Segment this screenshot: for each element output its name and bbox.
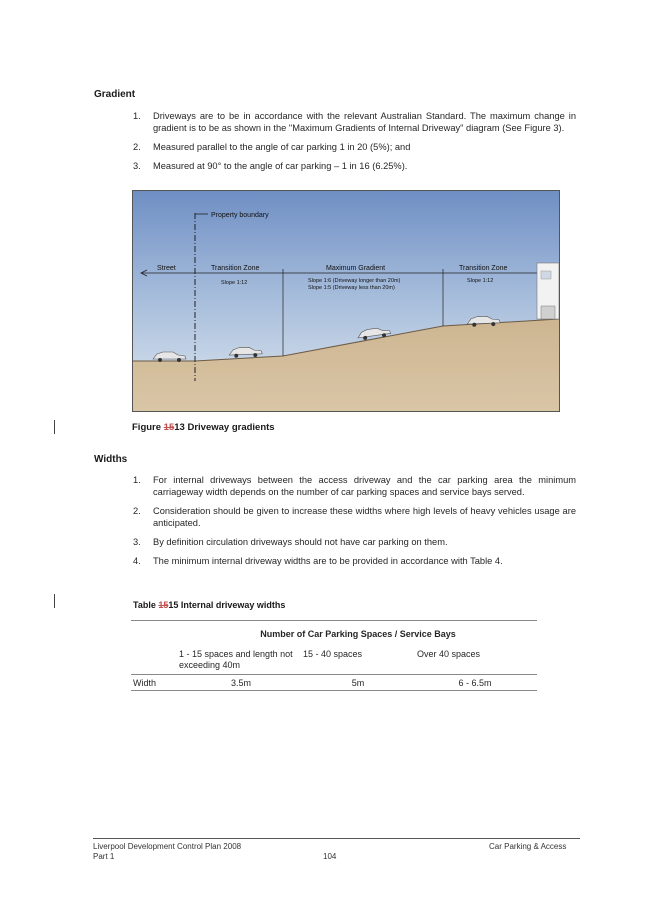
list-item: 1. For internal driveways between the access driveway and the car parking area the minimum carriageway width depends on the number of car parking spaces and service bays served. — [133, 475, 576, 497]
transition-zone-right-label: Transition Zone — [459, 265, 508, 272]
page-number: 104 — [323, 852, 337, 861]
house-icon — [537, 263, 559, 319]
table-column-header: Over 40 spaces — [417, 649, 481, 659]
widths-list — [133, 474, 576, 574]
maximum-gradient-label: Maximum Gradient — [326, 265, 386, 272]
table-group-header: Number of Car Parking Spaces / Service Bays — [260, 629, 456, 639]
list-item: 3. By definition circulation driveways should not have car parking on them. — [133, 537, 448, 547]
transition-slope-left-label: Slope 1:12 — [221, 280, 248, 286]
list-item: 4. The minimum internal driveway widths are to be provided in accordance with Table 4. — [133, 556, 503, 566]
table-column-header: 1 - 15 spaces and length not exceeding 40m — [179, 649, 293, 670]
property-boundary-label: Property boundary — [211, 212, 269, 219]
gradient-heading: Gradient — [94, 89, 136, 100]
footer-section-title: Car Parking & Access — [489, 842, 567, 851]
list-item: 2. Measured parallel to the angle of car parking 1 in 20 (5%); and — [133, 142, 411, 152]
max-slope-1-label: Slope 1:6 (Driveway longer than 20m) — [308, 278, 401, 284]
change-bar — [54, 594, 55, 608]
footer-document-title: Liverpool Development Control Plan 2008 — [93, 842, 242, 851]
transition-slope-right-label: Slope 1:12 — [467, 278, 494, 284]
table-column-header: 15 - 40 spaces — [303, 649, 363, 659]
footer-part: Part 1 — [93, 852, 115, 861]
table-cell: 5m — [351, 678, 365, 688]
table-cell: 3.5m — [230, 678, 251, 688]
table-cell: 6 - 6.5m — [458, 678, 492, 688]
list-item: 2. Consideration should be given to increase these widths where high levels of heavy vehicles usage are anticipated. — [133, 506, 576, 528]
figure-caption: Figure 1513 Driveway gradients — [132, 422, 275, 433]
table-caption: Table 1515 Internal driveway widths — [133, 600, 286, 610]
gradient-list — [133, 110, 576, 179]
transition-zone-left-label: Transition Zone — [211, 265, 260, 272]
max-slope-2-label: Slope 1:5 (Driveway less than 20m) — [308, 285, 395, 291]
widths-heading: Widths — [94, 454, 128, 465]
street-label: Street — [157, 265, 176, 272]
change-bar — [54, 420, 55, 434]
footer-rule — [93, 838, 580, 839]
list-item: 3. Measured at 90° to the angle of car parking – 1 in 16 (6.25%). — [133, 161, 408, 171]
list-item: 1. Driveways are to be in accordance with the relevant Australian Standard. The maximum change in gradient is to be as shown in the "Maximum Gradients of Internal Driveway" diagram (See Figure 3). — [133, 111, 576, 133]
driveway-gradient-figure — [132, 190, 560, 412]
driveway-widths-table — [131, 620, 537, 691]
table-row-label: Width — [133, 678, 157, 688]
